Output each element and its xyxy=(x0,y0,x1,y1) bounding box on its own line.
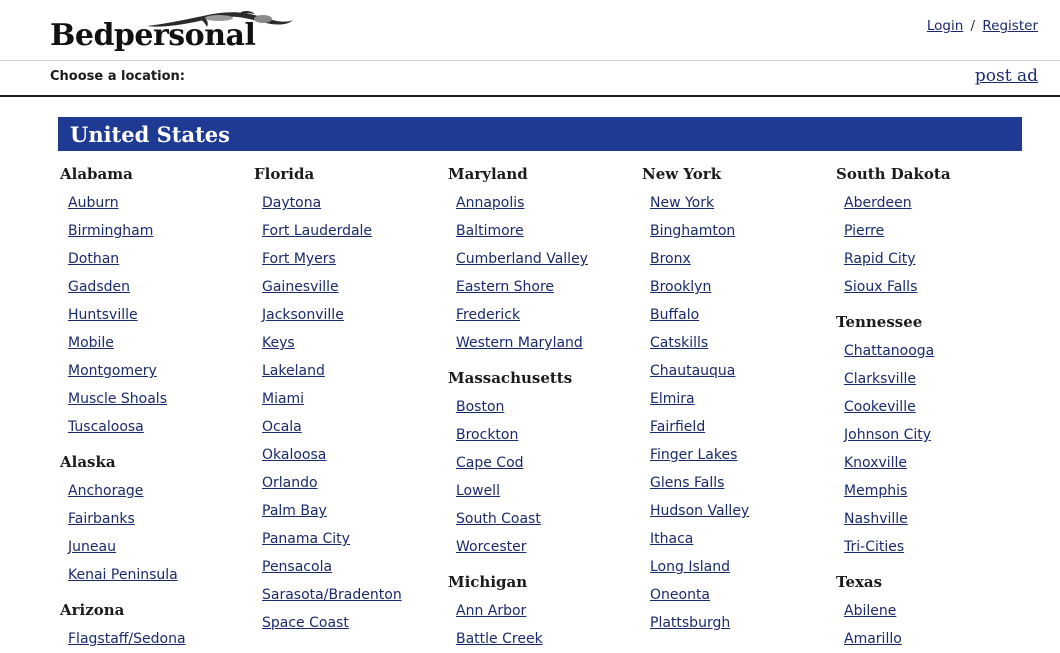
city-link[interactable]: Ithaca xyxy=(650,531,694,547)
state-group xyxy=(444,573,638,653)
state-group xyxy=(56,453,250,589)
city-link[interactable]: Sarasota/Bradenton xyxy=(262,587,402,603)
state-group xyxy=(444,369,638,561)
city-link[interactable]: Kenai Peninsula xyxy=(68,567,178,583)
city-link[interactable]: Frederick xyxy=(456,307,521,323)
auth-links xyxy=(927,18,1038,34)
city-link[interactable]: Plattsburgh xyxy=(650,615,731,631)
city-link[interactable]: Montgomery xyxy=(68,363,157,379)
city-link[interactable]: Long Island xyxy=(650,559,730,575)
city-link[interactable]: Catskills xyxy=(650,335,709,351)
state-heading: Texas xyxy=(836,573,883,591)
location-column xyxy=(56,161,250,653)
city-link[interactable]: Ann Arbor xyxy=(456,603,527,619)
state-heading: South Dakota xyxy=(836,165,951,183)
register-link[interactable]: Register xyxy=(982,18,1038,34)
city-link[interactable]: Jacksonville xyxy=(262,307,344,323)
city-link[interactable]: Boston xyxy=(456,399,505,415)
state-group xyxy=(832,165,1026,301)
country-banner-wrap xyxy=(0,97,1060,151)
city-link[interactable]: Space Coast xyxy=(262,615,349,631)
city-link[interactable]: Mobile xyxy=(68,335,114,351)
state-heading: Florida xyxy=(254,165,315,183)
city-link[interactable]: Juneau xyxy=(68,539,116,555)
city-link[interactable]: Amarillo xyxy=(844,631,902,647)
location-column xyxy=(250,161,444,653)
city-link[interactable]: Bronx xyxy=(650,251,691,267)
city-link[interactable]: Eastern Shore xyxy=(456,279,555,295)
location-column xyxy=(832,161,1026,653)
city-link[interactable]: Baltimore xyxy=(456,223,524,239)
state-heading: Michigan xyxy=(448,573,528,591)
state-heading: Maryland xyxy=(448,165,528,183)
city-link[interactable]: Dothan xyxy=(68,251,120,267)
post-ad-link[interactable]: post ad xyxy=(974,66,1038,86)
city-link[interactable]: Anchorage xyxy=(68,483,144,499)
location-column xyxy=(444,161,638,653)
city-link[interactable]: Ocala xyxy=(262,419,302,435)
state-group xyxy=(638,165,832,637)
city-link[interactable]: Clarksville xyxy=(844,371,916,387)
country-banner xyxy=(58,117,1022,151)
city-link[interactable]: Chattanooga xyxy=(844,343,935,359)
city-link[interactable]: Nashville xyxy=(844,511,908,527)
state-heading: New York xyxy=(642,165,722,183)
city-link[interactable]: Fairbanks xyxy=(68,511,135,527)
city-link[interactable]: Tuscaloosa xyxy=(68,419,144,435)
city-link[interactable]: Pierre xyxy=(844,223,885,239)
city-link[interactable]: Knoxville xyxy=(844,455,908,471)
city-link[interactable]: Miami xyxy=(262,391,305,407)
city-link[interactable]: Chautauqua xyxy=(650,363,736,379)
choose-location-label: Choose a location: xyxy=(50,69,185,84)
state-group xyxy=(832,313,1026,561)
city-link[interactable]: Orlando xyxy=(262,475,318,491)
location-columns xyxy=(0,151,1060,653)
city-link[interactable]: Daytona xyxy=(262,195,322,211)
state-heading: Alaska xyxy=(60,453,116,471)
state-heading: Tennessee xyxy=(836,313,923,331)
city-link[interactable]: Glens Falls xyxy=(650,475,725,491)
city-link[interactable]: Worcester xyxy=(456,539,527,555)
state-group xyxy=(56,601,250,653)
login-link[interactable]: Login xyxy=(926,18,964,34)
city-link[interactable]: Fort Myers xyxy=(262,251,336,267)
city-link[interactable]: Brockton xyxy=(456,427,519,443)
city-link[interactable]: Western Maryland xyxy=(456,335,583,351)
location-chooser-bar xyxy=(0,60,1060,97)
city-link[interactable]: Tri-Cities xyxy=(844,539,905,555)
city-link[interactable]: Auburn xyxy=(68,195,119,211)
state-group xyxy=(250,165,444,637)
city-link[interactable]: Aberdeen xyxy=(844,195,912,211)
city-link[interactable]: Huntsville xyxy=(68,307,138,323)
state-group xyxy=(832,573,1026,653)
city-link[interactable]: Johnson City xyxy=(844,427,932,443)
city-link[interactable]: Brooklyn xyxy=(650,279,712,295)
city-link[interactable]: Muscle Shoals xyxy=(68,391,167,407)
city-link[interactable]: Memphis xyxy=(844,483,908,499)
city-link[interactable]: Rapid City xyxy=(844,251,916,267)
city-link[interactable]: Panama City xyxy=(262,531,350,547)
city-link[interactable]: Pensacola xyxy=(262,559,333,575)
city-link[interactable]: New York xyxy=(650,195,715,211)
city-link[interactable]: Fort Lauderdale xyxy=(262,223,373,239)
city-link[interactable]: Cookeville xyxy=(844,399,916,415)
city-link[interactable]: Abilene xyxy=(844,603,897,619)
city-link[interactable]: Cumberland Valley xyxy=(456,251,588,267)
auth-separator: / xyxy=(970,18,976,34)
city-link[interactable]: Binghamton xyxy=(650,223,736,239)
state-group xyxy=(444,165,638,357)
state-heading: Massachusetts xyxy=(448,369,573,387)
city-link[interactable]: Lakeland xyxy=(262,363,325,379)
city-link[interactable]: Hudson Valley xyxy=(650,503,750,519)
location-column xyxy=(638,161,832,653)
city-link[interactable]: Annapolis xyxy=(456,195,525,211)
city-link[interactable]: Okaloosa xyxy=(262,447,327,463)
city-link[interactable]: South Coast xyxy=(456,511,541,527)
site-logo[interactable] xyxy=(50,4,310,54)
city-link[interactable]: Sioux Falls xyxy=(844,279,918,295)
city-link[interactable]: Cape Cod xyxy=(456,455,524,471)
city-link[interactable]: Fairfield xyxy=(650,419,706,435)
state-group xyxy=(56,165,250,441)
city-link[interactable]: Birmingham xyxy=(68,223,154,239)
state-heading: Alabama xyxy=(60,165,133,183)
city-link[interactable]: Gainesville xyxy=(262,279,339,295)
city-link[interactable]: Elmira xyxy=(650,391,695,407)
city-link[interactable]: Finger Lakes xyxy=(650,447,738,463)
city-link[interactable]: Flagstaff/Sedona xyxy=(68,631,186,647)
city-link[interactable]: Lowell xyxy=(456,483,500,499)
site-header xyxy=(0,0,1060,60)
state-heading: Arizona xyxy=(60,601,125,619)
logo-wordmark: Bedpersonal xyxy=(50,18,256,53)
city-link[interactable]: Buffalo xyxy=(650,307,700,323)
city-link[interactable]: Keys xyxy=(262,335,295,351)
country-title: United States xyxy=(70,121,230,147)
city-link[interactable]: Palm Bay xyxy=(262,503,327,519)
city-link[interactable]: Battle Creek xyxy=(456,631,543,647)
city-link[interactable]: Oneonta xyxy=(650,587,711,603)
city-link[interactable]: Gadsden xyxy=(68,279,130,295)
